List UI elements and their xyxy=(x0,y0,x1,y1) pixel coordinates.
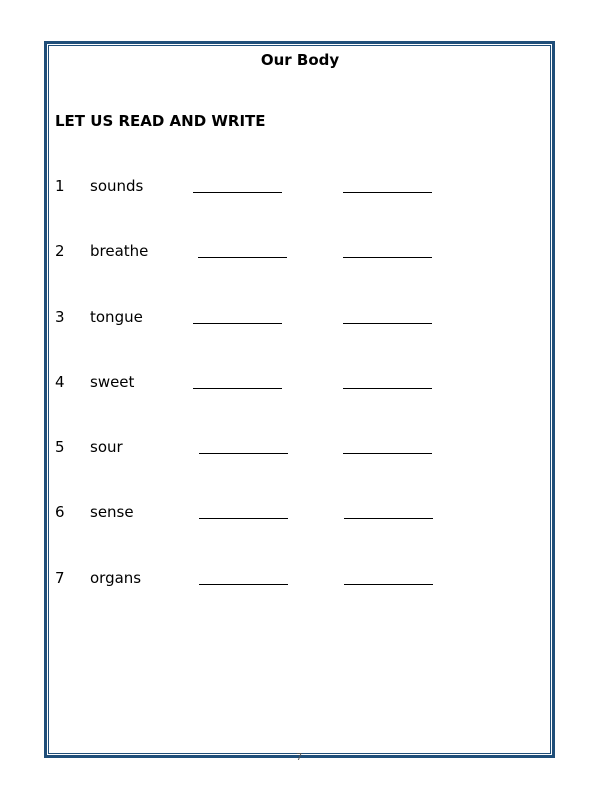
answer-blank-2[interactable] xyxy=(343,323,432,324)
list-item xyxy=(0,308,600,328)
list-item xyxy=(0,569,600,589)
item-word: sour xyxy=(90,438,123,456)
answer-blank-1[interactable] xyxy=(199,453,288,454)
section-heading: LET US READ AND WRITE xyxy=(55,112,266,130)
list-item xyxy=(0,242,600,262)
answer-blank-1[interactable] xyxy=(193,192,282,193)
item-number: 3 xyxy=(55,308,65,326)
answer-blank-2[interactable] xyxy=(343,257,432,258)
list-item xyxy=(0,438,600,458)
worksheet-title: Our Body xyxy=(260,51,340,69)
answer-blank-2[interactable] xyxy=(344,518,433,519)
item-word: sounds xyxy=(90,177,144,195)
answer-blank-1[interactable] xyxy=(199,518,288,519)
answer-blank-1[interactable] xyxy=(199,584,288,585)
list-item xyxy=(0,373,600,393)
page-border-inner xyxy=(48,45,551,754)
item-word: organs xyxy=(90,569,142,587)
item-number: 4 xyxy=(55,373,65,391)
answer-blank-1[interactable] xyxy=(198,257,287,258)
list-item xyxy=(0,177,600,197)
item-number: 1 xyxy=(55,177,65,195)
item-word: sweet xyxy=(90,373,135,391)
item-number: 7 xyxy=(55,569,65,587)
item-word: breathe xyxy=(90,242,149,260)
answer-blank-2[interactable] xyxy=(343,453,432,454)
answer-blank-1[interactable] xyxy=(193,388,282,389)
answer-blank-2[interactable] xyxy=(343,192,432,193)
answer-blank-2[interactable] xyxy=(344,584,433,585)
item-number: 2 xyxy=(55,242,65,260)
item-word: sense xyxy=(90,503,134,521)
item-number: 5 xyxy=(55,438,65,456)
item-number: 6 xyxy=(55,503,65,521)
answer-blank-2[interactable] xyxy=(343,388,432,389)
item-word: tongue xyxy=(90,308,143,326)
answer-blank-1[interactable] xyxy=(193,323,282,324)
page-number: 7 xyxy=(296,752,303,763)
list-item xyxy=(0,503,600,523)
